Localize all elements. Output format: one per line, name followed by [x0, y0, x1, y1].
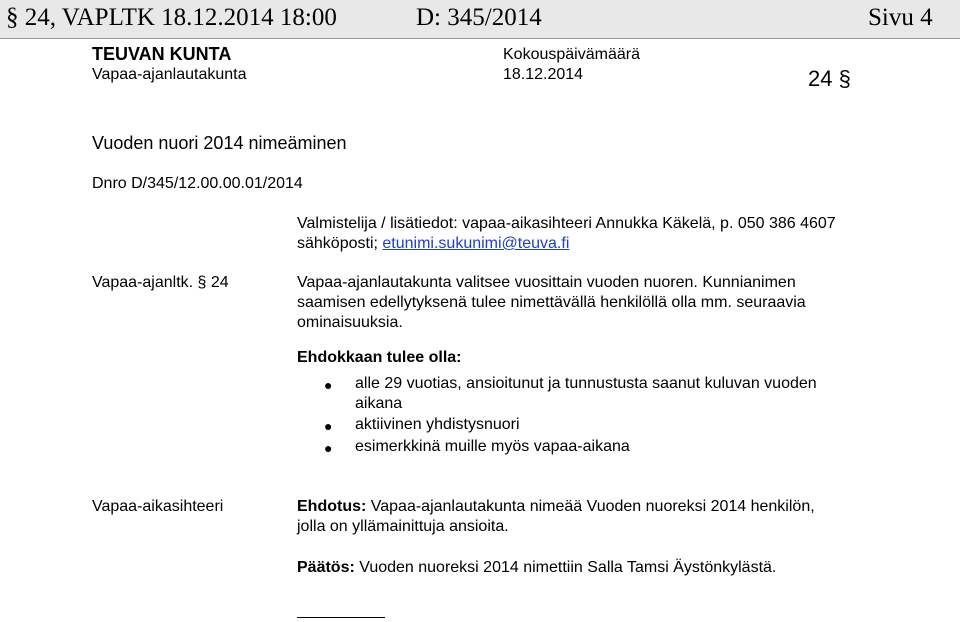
proposal-author: Vapaa-aikasihteeri [92, 498, 224, 515]
proposal-text: Vapaa-ajanlautakunta nimeää Vuoden nuoreksi 2014 henkilön, [366, 498, 815, 515]
criteria-heading: Ehdokkaan tulee olla: [297, 349, 462, 366]
email-link[interactable]: etunimi.sukunimi@teuva.fi [382, 235, 570, 252]
body-line-1: Vapaa-ajanlautakunta valitsee vuosittain vuoden nuoren. Kunnianimen [297, 274, 796, 291]
criteria-item: aktiivinen yhdistysnuori [355, 416, 520, 433]
decision-label: Päätös: [297, 559, 355, 576]
criteria-item-continuation: aikana [355, 395, 403, 412]
criteria-item: alle 29 vuotias, ansioitunut ja tunnustusta saanut kuluvan vuoden [355, 375, 817, 392]
bullet-icon: ● [324, 440, 333, 456]
document-header [0, 0, 960, 39]
decision-text: Vuoden nuoreksi 2014 nimettiin Salla Tamsi Äystönkylästä. [354, 559, 777, 576]
board-name: Vapaa-ajanlautakunta [92, 66, 247, 83]
bullet-icon: ● [324, 377, 333, 393]
criteria-item: esimerkkinä muille myös vapaa-aikana [355, 438, 630, 455]
municipality-name: TEUVAN KUNTA [92, 44, 232, 64]
proposal-line-1 [297, 498, 815, 516]
proposal-label: Ehdotus: [297, 498, 367, 515]
record-number: Dnro D/345/12.00.00.01/2014 [92, 175, 303, 192]
email-prefix: sähköposti; [297, 235, 383, 252]
body-line-2: saamisen edellytyksenä tulee nimettävällä henkilöllä olla mm. seuraavia [297, 294, 806, 311]
signature-line [297, 617, 385, 618]
decision-line [297, 559, 776, 577]
source-reference: Vapaa-ajanltk. § 24 [92, 274, 229, 291]
meeting-date-label: Kokouspäivämäärä [503, 46, 640, 63]
bullet-icon: ● [324, 418, 333, 434]
email-line [297, 235, 569, 253]
header-left: § 24, VAPLTK 18.12.2014 18:00 [6, 4, 337, 31]
proposal-line-2: jolla on yllämainittuja ansioita. [297, 518, 509, 535]
section-number: 24 § [808, 66, 851, 91]
header-page: Sivu 4 [868, 4, 933, 31]
body-line-3: ominaisuuksia. [297, 314, 403, 331]
preparer-line: Valmistelija / lisätiedot: vapaa-aikasihteeri Annukka Käkelä, p. 050 386 4607 [297, 215, 836, 232]
header-middle: D: 345/2014 [416, 4, 542, 31]
item-title: Vuoden nuori 2014 nimeäminen [92, 133, 347, 153]
meeting-date: 18.12.2014 [503, 66, 584, 83]
